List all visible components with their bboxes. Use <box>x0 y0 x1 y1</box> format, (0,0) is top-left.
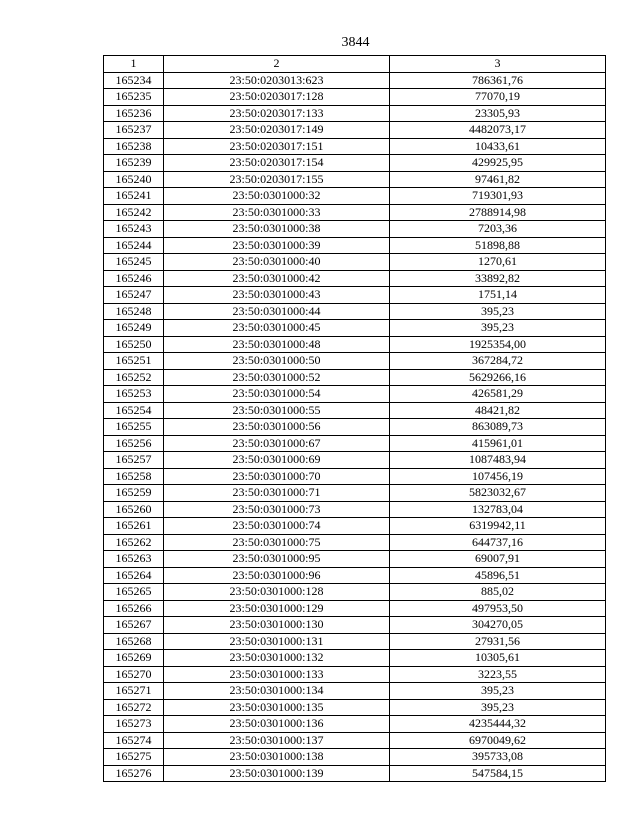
table-row <box>104 518 606 535</box>
cadastral-number-cell: 23:50:0301000:139 <box>164 765 390 782</box>
value-cell: 69007,91 <box>390 551 606 568</box>
table-row <box>104 435 606 452</box>
table-row <box>104 584 606 601</box>
cadastral-number-cell: 23:50:0301000:134 <box>164 683 390 700</box>
row-number-cell: 165245 <box>104 254 164 271</box>
row-number-cell: 165240 <box>104 171 164 188</box>
cadastral-number-cell: 23:50:0301000:48 <box>164 336 390 353</box>
table-row <box>104 468 606 485</box>
cadastral-number-cell: 23:50:0301000:38 <box>164 221 390 238</box>
table-row <box>104 419 606 436</box>
table-row <box>104 402 606 419</box>
table-row <box>104 567 606 584</box>
value-cell: 497953,50 <box>390 600 606 617</box>
cadastral-number-cell: 23:50:0301000:137 <box>164 732 390 749</box>
cadastral-number-cell: 23:50:0301000:70 <box>164 468 390 485</box>
table-row <box>104 650 606 667</box>
row-number-cell: 165267 <box>104 617 164 634</box>
value-cell: 6970049,62 <box>390 732 606 749</box>
cadastral-number-cell: 23:50:0301000:95 <box>164 551 390 568</box>
table-row <box>104 89 606 106</box>
row-number-cell: 165257 <box>104 452 164 469</box>
row-number-cell: 165265 <box>104 584 164 601</box>
value-cell: 1751,14 <box>390 287 606 304</box>
table-row <box>104 138 606 155</box>
cadastral-number-cell: 23:50:0203017:149 <box>164 122 390 139</box>
row-number-cell: 165252 <box>104 369 164 386</box>
value-cell: 6319942,11 <box>390 518 606 535</box>
cadastral-number-cell: 23:50:0301000:42 <box>164 270 390 287</box>
cadastral-number-cell: 23:50:0301000:56 <box>164 419 390 436</box>
cadastral-number-cell: 23:50:0301000:40 <box>164 254 390 271</box>
value-cell: 10433,61 <box>390 138 606 155</box>
value-cell: 547584,15 <box>390 765 606 782</box>
table-row <box>104 353 606 370</box>
cadastral-number-cell: 23:50:0301000:55 <box>164 402 390 419</box>
table-row <box>104 633 606 650</box>
table-row <box>104 617 606 634</box>
cadastral-number-cell: 23:50:0301000:73 <box>164 501 390 518</box>
cadastral-number-cell: 23:50:0301000:74 <box>164 518 390 535</box>
cadastral-number-cell: 23:50:0301000:32 <box>164 188 390 205</box>
table-row <box>104 254 606 271</box>
cadastral-number-cell: 23:50:0301000:132 <box>164 650 390 667</box>
cadastral-number-cell: 23:50:0301000:54 <box>164 386 390 403</box>
cadastral-number-cell: 23:50:0301000:75 <box>164 534 390 551</box>
cadastral-number-cell: 23:50:0301000:135 <box>164 699 390 716</box>
value-cell: 4482073,17 <box>390 122 606 139</box>
cadastral-number-cell: 23:50:0301000:131 <box>164 633 390 650</box>
table-row <box>104 155 606 172</box>
table-row <box>104 105 606 122</box>
cadastral-number-cell: 23:50:0301000:71 <box>164 485 390 502</box>
row-number-cell: 165248 <box>104 303 164 320</box>
value-cell: 27931,56 <box>390 633 606 650</box>
table-row <box>104 221 606 238</box>
table-row <box>104 336 606 353</box>
table-row <box>104 501 606 518</box>
value-cell: 45896,51 <box>390 567 606 584</box>
row-number-cell: 165255 <box>104 419 164 436</box>
row-number-cell: 165273 <box>104 716 164 733</box>
table-row <box>104 452 606 469</box>
value-cell: 863089,73 <box>390 419 606 436</box>
table-row <box>104 716 606 733</box>
header-cell-2: 2 <box>164 56 390 73</box>
cadastral-number-cell: 23:50:0301000:45 <box>164 320 390 337</box>
table-row <box>104 188 606 205</box>
cadastral-number-cell: 23:50:0301000:129 <box>164 600 390 617</box>
row-number-cell: 165260 <box>104 501 164 518</box>
row-number-cell: 165269 <box>104 650 164 667</box>
cadastral-number-cell: 23:50:0301000:130 <box>164 617 390 634</box>
table-row <box>104 683 606 700</box>
row-number-cell: 165276 <box>104 765 164 782</box>
table-row <box>104 666 606 683</box>
value-cell: 304270,05 <box>390 617 606 634</box>
header-cell-3: 3 <box>390 56 606 73</box>
value-cell: 23305,93 <box>390 105 606 122</box>
table-row <box>104 386 606 403</box>
row-number-cell: 165261 <box>104 518 164 535</box>
row-number-cell: 165250 <box>104 336 164 353</box>
table-row <box>104 749 606 766</box>
cadastral-number-cell: 23:50:0301000:136 <box>164 716 390 733</box>
cadastral-number-cell: 23:50:0301000:138 <box>164 749 390 766</box>
value-cell: 395,23 <box>390 303 606 320</box>
table-row <box>104 122 606 139</box>
value-cell: 1087483,94 <box>390 452 606 469</box>
table-row <box>104 534 606 551</box>
cadastral-number-cell: 23:50:0301000:43 <box>164 287 390 304</box>
table-row <box>104 270 606 287</box>
cadastral-number-cell: 23:50:0301000:33 <box>164 204 390 221</box>
value-cell: 5823032,67 <box>390 485 606 502</box>
row-number-cell: 165275 <box>104 749 164 766</box>
row-number-cell: 165268 <box>104 633 164 650</box>
cadastral-number-cell: 23:50:0301000:96 <box>164 567 390 584</box>
value-cell: 10305,61 <box>390 650 606 667</box>
table-row <box>104 303 606 320</box>
header-cell-1: 1 <box>104 56 164 73</box>
value-cell: 5629266,16 <box>390 369 606 386</box>
cadastral-number-cell: 23:50:0301000:133 <box>164 666 390 683</box>
value-cell: 367284,72 <box>390 353 606 370</box>
row-number-cell: 165247 <box>104 287 164 304</box>
table-row <box>104 765 606 782</box>
value-cell: 107456,19 <box>390 468 606 485</box>
row-number-cell: 165272 <box>104 699 164 716</box>
value-cell: 33892,82 <box>390 270 606 287</box>
value-cell: 395,23 <box>390 320 606 337</box>
table-row <box>104 732 606 749</box>
value-cell: 885,02 <box>390 584 606 601</box>
cadastral-number-cell: 23:50:0301000:52 <box>164 369 390 386</box>
cadastral-number-cell: 23:50:0203017:151 <box>164 138 390 155</box>
cadastral-number-cell: 23:50:0203017:133 <box>164 105 390 122</box>
row-number-cell: 165263 <box>104 551 164 568</box>
row-number-cell: 165254 <box>104 402 164 419</box>
value-cell: 132783,04 <box>390 501 606 518</box>
row-number-cell: 165249 <box>104 320 164 337</box>
value-cell: 4235444,32 <box>390 716 606 733</box>
row-number-cell: 165259 <box>104 485 164 502</box>
value-cell: 77070,19 <box>390 89 606 106</box>
row-number-cell: 165241 <box>104 188 164 205</box>
cadastral-number-cell: 23:50:0301000:69 <box>164 452 390 469</box>
table-row <box>104 699 606 716</box>
value-cell: 786361,76 <box>390 72 606 89</box>
value-cell: 1925354,00 <box>390 336 606 353</box>
row-number-cell: 165271 <box>104 683 164 700</box>
page-number: 3844 <box>341 35 370 50</box>
cadastral-number-cell: 23:50:0203017:155 <box>164 171 390 188</box>
table-body <box>104 56 606 782</box>
row-number-cell: 165235 <box>104 89 164 106</box>
row-number-cell: 165253 <box>104 386 164 403</box>
table-row <box>104 171 606 188</box>
value-cell: 97461,82 <box>390 171 606 188</box>
table-row <box>104 204 606 221</box>
value-cell: 426581,29 <box>390 386 606 403</box>
row-number-cell: 165264 <box>104 567 164 584</box>
row-number-cell: 165256 <box>104 435 164 452</box>
row-number-cell: 165238 <box>104 138 164 155</box>
cadastral-number-cell: 23:50:0301000:44 <box>164 303 390 320</box>
table-row <box>104 72 606 89</box>
table-row <box>104 485 606 502</box>
table-row <box>104 287 606 304</box>
row-number-cell: 165258 <box>104 468 164 485</box>
cadastral-number-cell: 23:50:0301000:50 <box>164 353 390 370</box>
cadastral-number-cell: 23:50:0203013:623 <box>164 72 390 89</box>
row-number-cell: 165243 <box>104 221 164 238</box>
row-number-cell: 165244 <box>104 237 164 254</box>
cadastral-number-cell: 23:50:0203017:154 <box>164 155 390 172</box>
table-row <box>104 369 606 386</box>
value-cell: 3223,55 <box>390 666 606 683</box>
cadastral-number-cell: 23:50:0301000:39 <box>164 237 390 254</box>
value-cell: 51898,88 <box>390 237 606 254</box>
row-number-cell: 165251 <box>104 353 164 370</box>
value-cell: 2788914,98 <box>390 204 606 221</box>
table-row <box>104 320 606 337</box>
value-cell: 1270,61 <box>390 254 606 271</box>
row-number-cell: 165239 <box>104 155 164 172</box>
row-number-cell: 165262 <box>104 534 164 551</box>
row-number-cell: 165237 <box>104 122 164 139</box>
cadastral-number-cell: 23:50:0301000:128 <box>164 584 390 601</box>
value-cell: 644737,16 <box>390 534 606 551</box>
value-cell: 48421,82 <box>390 402 606 419</box>
value-cell: 395,23 <box>390 683 606 700</box>
row-number-cell: 165274 <box>104 732 164 749</box>
value-cell: 395733,08 <box>390 749 606 766</box>
value-cell: 7203,36 <box>390 221 606 238</box>
table-row <box>104 600 606 617</box>
data-table <box>103 55 606 782</box>
value-cell: 415961,01 <box>390 435 606 452</box>
value-cell: 395,23 <box>390 699 606 716</box>
row-number-cell: 165246 <box>104 270 164 287</box>
row-number-cell: 165266 <box>104 600 164 617</box>
table-row <box>104 237 606 254</box>
row-number-cell: 165242 <box>104 204 164 221</box>
value-cell: 429925,95 <box>390 155 606 172</box>
row-number-cell: 165270 <box>104 666 164 683</box>
value-cell: 719301,93 <box>390 188 606 205</box>
row-number-cell: 165236 <box>104 105 164 122</box>
table-row <box>104 551 606 568</box>
header-row <box>104 56 606 73</box>
row-number-cell: 165234 <box>104 72 164 89</box>
cadastral-number-cell: 23:50:0203017:128 <box>164 89 390 106</box>
cadastral-number-cell: 23:50:0301000:67 <box>164 435 390 452</box>
